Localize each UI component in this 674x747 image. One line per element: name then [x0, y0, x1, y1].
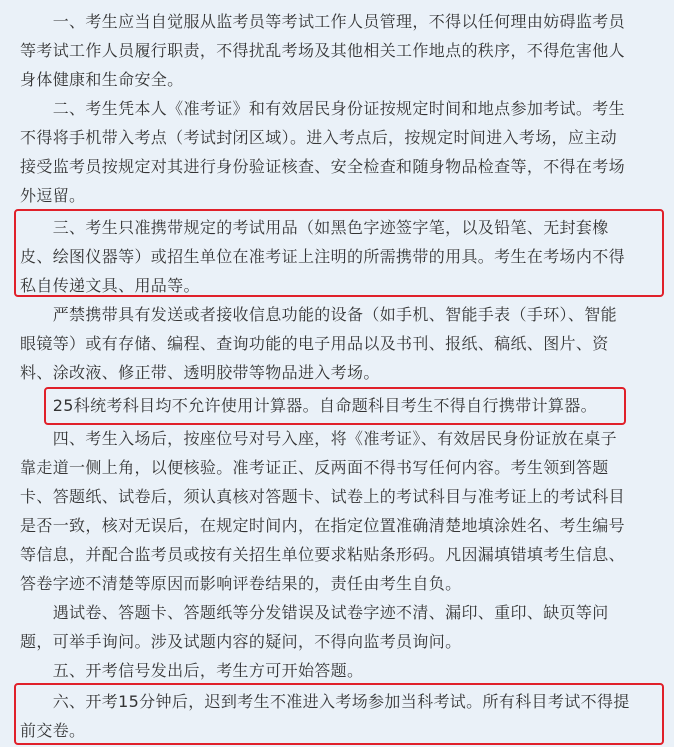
text-line: 等信息，并配合监考员或按有关招生单位要求粘贴条形码。凡因漏填错填考生信息、	[20, 545, 625, 564]
text-line: 身体健康和生命安全。	[20, 70, 184, 89]
text-line: 卡、答题纸、试卷后，须认真核对答题卡、试卷上的考试科目与准考证上的考试科目	[20, 487, 625, 506]
text-line: 眼镜等）或有存储、编程、查询功能的电子用品以及书刊、报纸、稿纸、图片、资	[20, 334, 609, 353]
text-line: 题，可举手询问。涉及试题内容的疑问，不得向监考员询问。	[20, 632, 462, 651]
text-line: 前交卷。	[20, 721, 86, 740]
text-line: 不得将手机带入考点（考试封闭区域）。进入考点后，按规定时间进入考场，应主动	[20, 128, 617, 147]
text-line: 严禁携带具有发送或者接收信息功能的设备（如手机、智能手表（手环）、智能	[20, 305, 617, 324]
text-line: 靠走道一侧上角，以便核验。准考证正、反两面不得书写任何内容。考生领到答题	[20, 458, 609, 477]
text-line: 六、开考15分钟后，迟到考生不准进入考场参加当科考试。所有科目考试不得提	[20, 692, 630, 711]
text-line: 皮、绘图仪器等）或招生单位在准考证上注明的所需携带的用具。考生在考场内不得	[20, 247, 625, 266]
text-line: 料、涂改液、修正带、透明胶带等物品进入考场。	[20, 363, 380, 382]
text-line: 答卷字迹不清楚等原因而影响评卷结果的，责任由考生自负。	[20, 574, 462, 593]
text-line: 四、考生入场后，按座位号对号入座，将《准考证》、有效居民身份证放在桌子	[20, 429, 617, 448]
text-line: 是否一致，核对无误后，在规定时间内，在指定位置准确清楚地填涂姓名、考生编号	[20, 516, 625, 535]
text-line: 遇试卷、答题卡、答题纸等分发错误及试卷字迹不清、漏印、重印、缺页等问	[20, 603, 609, 622]
text-line: 等考试工作人员履行职责，不得扰乱考场及其他相关工作地点的秩序，不得危害他人	[20, 41, 625, 60]
text-line: 五、开考信号发出后，考生方可开始答题。	[20, 661, 364, 680]
text-line: 一、考生应当自觉服从监考员等考试工作人员管理，不得以任何理由妨碍监考员	[20, 12, 625, 31]
text-line: 外逗留。	[20, 186, 86, 205]
text-line: 25科统考科目均不允许使用计算器。自命题科目考生不得自行携带计算器。	[20, 396, 597, 415]
text-line: 二、考生凭本人《准考证》和有效居民身份证按规定时间和地点参加考试。考生	[20, 99, 625, 118]
text-line: 三、考生只准携带规定的考试用品（如黑色字迹签字笔，以及铅笔、无封套橡	[20, 218, 609, 237]
text-line: 私自传递文具、用品等。	[20, 276, 200, 295]
text-line: 接受监考员按规定对其进行身份验证核查、安全检查和随身物品检查等，不得在考场	[20, 157, 625, 176]
